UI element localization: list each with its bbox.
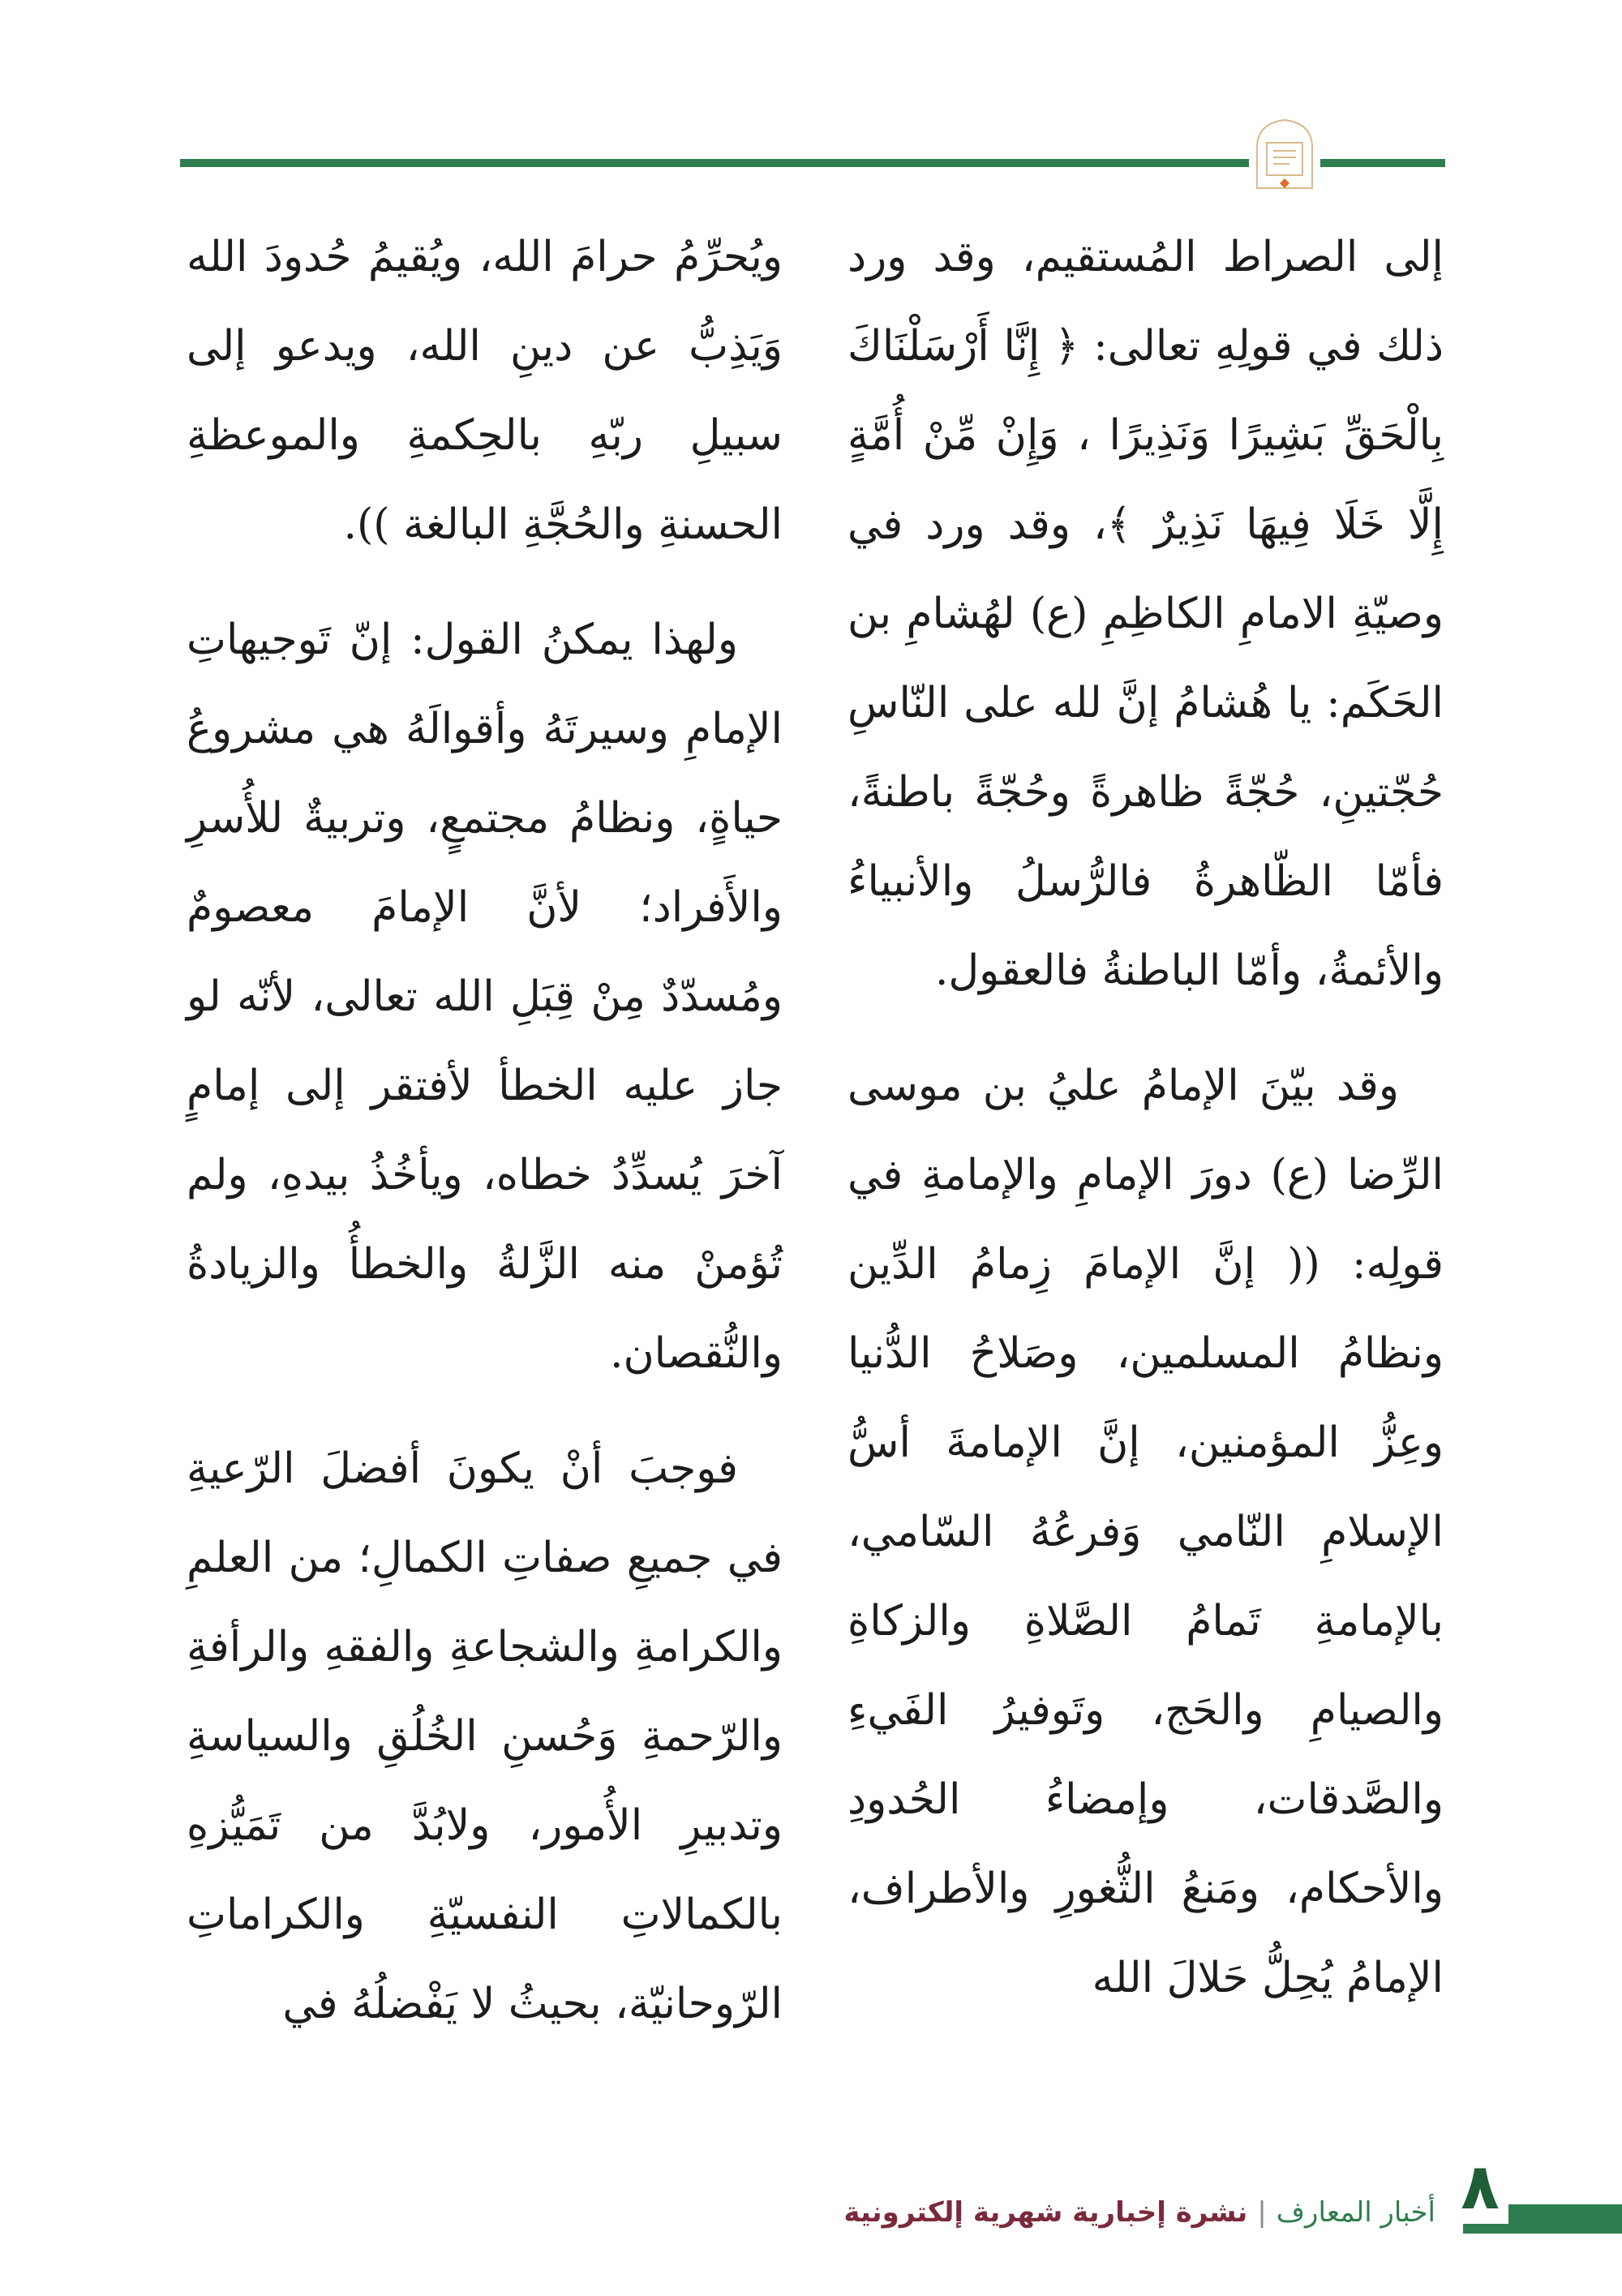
paragraph: وقد بيّنَ الإمامُ عليُ بن موسى الرِّضا (ع) دورَ الإمامِ والإمامةِ في قولِه: (( إنَّ الإمامَ زِمامُ الدِّين ونظامُ المسلمين، وصَلاحُ الدُّنيا وعِزُّ المؤمنين، إنَّ الإمامةَ أسُّ الإسلامِ النّامي وَفرعُهُ السّامي، بالإمامةِ تَمامُ الصَّلاةِ والزكاةِ والصيامِ والحَج، وتَوفيرُ الفَيءِ والصَّدقات، وإمضاءُ الحُدودِ والأحكام، ومَنعُ الثُّغورِ والأطراف، الإمامُ يُحِلُّ حَلالَ الله [847,1062,1444,2002]
footer-publication-line [843,2188,1435,2237]
ornamental-emblem-icon [1249,115,1320,200]
footer-separator: | [1257,2196,1267,2229]
paragraph: إلى الصراط المُستقيم، وقد ورد ذلك في قولِهِ تعالى: ﴿ إِنَّا أَرْسَلْنَاكَ بِالْحَقِّ بَشِيرًا وَنَذِيرًا ، وَإِنْ مِّنْ أُمَّةٍ إِلَّا خَلَا فِيهَا نَذِيرٌ ﴾، وقد ورد في وصيّةِ الامامِ الكاظِمِ (ع) لهُشامِ بن الحَكَم: يا هُشامُ إنَّ لله على النّاسِ حُجّتينِ، حُجّةً ظاهرةً وحُجّةً باطنةً، فأمّا الظّاهرةُ فالرُّسلُ والأنبياءُ والأئمةُ، وأمّا الباطنةُ فالعقول. [847,233,1444,995]
paragraph: ويُحرِّمُ حرامَ الله، ويُقيمُ حُدودَ الله وَيَذِبُّ عن دينِ الله، ويدعو إلى سبيلِ ربّهِ بالحِكمةِ والموعظةِ الحسنةِ والحُجَّةِ البالغة )). [187,233,783,549]
page-number: ٨ [1452,2151,1508,2224]
paragraph: ولهذا يمكنُ القول: إنّ تَوجيهاتِ الإمامِ وسيرتَهُ وأقوالَهُ هي مشروعُ حياةٍ، ونظامُ مجتمعٍ، وتربيةٌ للأُسرِ والأَفراد؛ لأنَّ الإمامَ معصومٌ ومُسدّدٌ مِنْ قِبَلِ الله تعالى، لأنّه لو جاز عليه الخطأ لأفتقر إلى إمامٍ آخرَ يُسدِّدُ خطاه، ويأخُذُ بيدهِ، ولم تُؤمنْ منه الزَّلةُ والخطأُ والزيادةُ والنُّقصان. [187,616,783,1378]
publication-name: أخبار المعارف [1276,2196,1435,2229]
right-text-column [847,212,1444,2049]
publication-subtitle: نشرة إخبارية شهرية إلكترونية [843,2196,1248,2229]
left-text-column [187,212,783,2075]
paragraph: فوجبَ أنْ يكونَ أفضلَ الرّعيةِ في جميعِ صفاتِ الكمالِ؛ من العلمِ والكرامةِ والشجاعةِ والفقهِ والرأفةِ والرّحمةِ وَحُسنِ الخُلُقِ والسياسةِ وتدبيرِ الأُمور، ولابُدَّ من تَمَيُّزهِ بالكمالاتِ النفسيّةِ والكراماتِ الرّوحانيّة، بحيثُ لا يَفْضلُهُ في [187,1444,783,2028]
